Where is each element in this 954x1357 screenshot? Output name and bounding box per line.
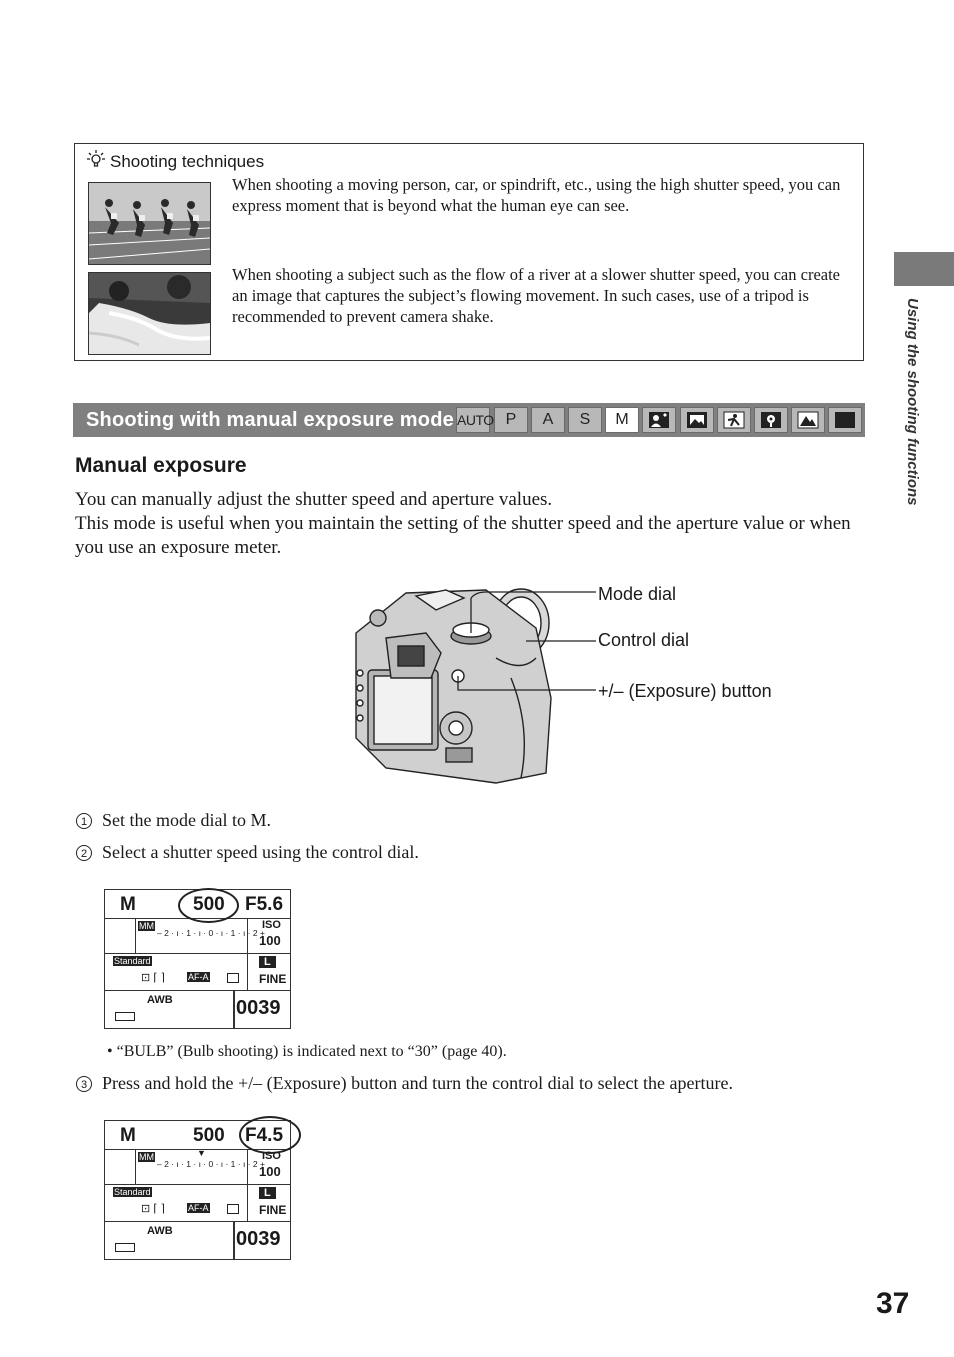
lcd-iso-label: ISO [262,919,281,931]
section-heading: Manual exposure [75,454,247,477]
lcd-display-aperture [104,1120,291,1260]
lcd-aperture: F4.5 [245,1125,284,1146]
portrait-icon [642,407,676,433]
metering-icon: MM [139,1152,154,1162]
lcd-white-balance: AWB [147,994,173,1006]
lcd-aperture: F5.6 [245,894,284,915]
highlight-circle [178,888,239,923]
macro-icon [754,407,788,433]
lcd-af-mode: AF-A [188,972,209,982]
lcd-white-balance: AWB [147,1225,173,1237]
tip-paragraph-fast: When shooting a moving person, car, or spindrift, etc., using the high shutter speed, you can express moment that is beyond what the human eye can see. [232,175,841,215]
intro-line-1: You can manually adjust the shutter speed and aperture values. [75,489,553,510]
mode-auto: AUTO [456,407,490,433]
landscape-icon [680,407,714,433]
chapter-tab [894,252,954,286]
step-number: 2 [76,845,92,861]
lcd-af-mode: AF-A [188,1203,209,1213]
step-number: 1 [76,813,92,829]
lcd-image-size: L [259,1187,276,1199]
drive-mode-icon [227,973,239,983]
highlight-circle [239,1116,301,1154]
chapter-label: Using the shooting functions [904,298,921,506]
lcd-creative-style: Standard [114,956,151,966]
lcd-iso-label: ISO [262,1150,281,1162]
lcd-iso-value: 100 [259,933,281,948]
lcd-shutter-speed: 500 [193,1125,225,1146]
lcd-quality: FINE [259,1203,287,1217]
exposure-scale: – 2 · ı · 1 · ı · 0 · ı · 1 · ı · 2 + [157,928,265,938]
mode-m: M [605,407,639,433]
lcd-creative-style: Standard [114,1187,151,1197]
metering-icon: MM [139,921,154,931]
mountain-icon [791,407,825,433]
lcd-mode: M [120,1125,136,1146]
step-1 [76,810,271,831]
camera-illustration [346,578,606,788]
battery-icon [115,1243,135,1252]
tips-title: Shooting techniques [86,149,264,174]
lightbulb-icon [86,149,106,174]
step-number: 3 [76,1076,92,1092]
lcd-shot-count: 0039 [236,997,281,1019]
step-text: Set the mode dial to M. [102,810,271,830]
lcd-shutter-speed: 500 [193,894,225,915]
step-text: Select a shutter speed using the control dial. [102,842,419,862]
mode-p: P [494,407,528,433]
metering-mode-icon: ⊡ ⌈ ⌉ [141,1203,165,1215]
step-text: Press and hold the +/– (Exposure) button and turn the control dial to select the aperture. [102,1073,733,1093]
night-icon [828,407,862,433]
callout-control-dial: Control dial [598,630,690,650]
lcd-image-size: L [259,956,276,968]
mode-a: A [531,407,565,433]
lcd-iso-value: 100 [259,1164,281,1179]
lcd-display-shutter [104,889,291,1029]
intro-line-2: This mode is useful when you maintain the setting of the shutter speed and the aperture value or when you use an exposure meter. [75,513,851,558]
mode-s: S [568,407,602,433]
step-2 [76,842,419,863]
lcd-shot-count: 0039 [236,1228,281,1250]
sports-icon [717,407,751,433]
tip-paragraph-slow: When shooting a subject such as the flow of a river at a slower shutter speed, you can create an image that captures the subject’s flowing movement. In such cases, use of a tripod is recommended to prevent camera shake. [232,265,840,326]
section-title: Shooting with manual exposure mode [86,409,454,431]
waterfall-photo [88,272,211,355]
exposure-scale: – 2 · ı · 1 · ı · 0 · ı · 1 · ı · 2 + [157,1159,265,1169]
drive-mode-icon [227,1204,239,1214]
callout-exposure-button: +/– (Exposure) button [598,681,772,701]
step-3 [76,1073,733,1094]
sprinters-photo [88,182,211,265]
page-number: 37 [876,1287,910,1320]
battery-icon [115,1012,135,1021]
lcd-quality: FINE [259,972,287,986]
exposure-pointer-icon: ▼ [197,1148,206,1158]
lcd-mode: M [120,894,136,915]
bulb-note: • “BULB” (Bulb shooting) is indicated next to “30” (page 40). [107,1043,507,1060]
callout-mode-dial: Mode dial [598,584,677,604]
metering-mode-icon: ⊡ ⌈ ⌉ [141,972,165,984]
